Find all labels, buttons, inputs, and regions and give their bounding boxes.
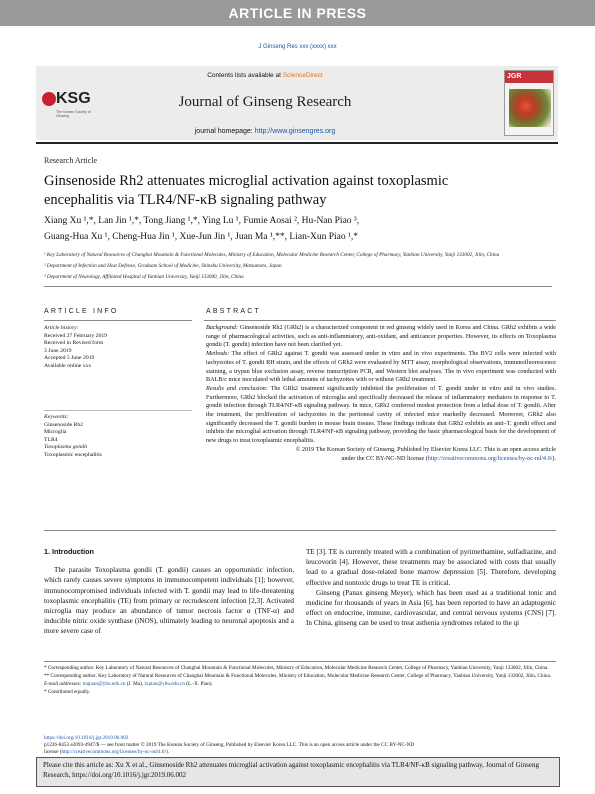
introduction-heading: 1. Introduction [44,547,94,556]
abstract-methods [206,350,556,385]
cite-this-article-box: Please cite this article as: Xu X et al., Ginsenoside Rh2 attenuates microglial activation against toxoplasmic encephalitis via TLR4/NF-κB signaling pathway, Journal of Ginseng Research, https://doi.org/10.1016/j.jgr.2019.06.002 [36,757,560,787]
email-label: E-mail addresses: [44,681,83,687]
methods-label: Methods: [206,350,230,358]
corresponding-author-1: * Corresponding author. Key Laboratory of Natural Resources of Changbai Mountain & Functional Molecules, Ministry of Education, Molecular Medicine Research Center, College of Pharmacy, Yanbian University, Yanji 133002, Jilin, China. [44,665,549,671]
affiliation-1: ¹ Key Laboratory of Natural Resources of Changbai Mountain & Functional Molecules, Ministry of Education, Molecular Medicine Research Center, College of Pharmacy, Yanbian University, Yanji 133002, Jilin, China [44,252,500,258]
footnotes [44,664,556,696]
corresponding-author-2: ** Corresponding author. Key Laboratory of Natural Resources of Changbai Mountain & Functional Molecules, Ministry of Education, Molecular Medicine Research Center, College of Pharmacy, Yanbian University, Yanji 133002, Jilin, China. [44,673,552,679]
contents-available [100,72,430,79]
affiliation-2: ² Department of Infection and Host Defense, Graduate School of Medicine, Shinshu University, Matsumoto, Japan [44,263,282,269]
abstract-heading: ABSTRACT [206,308,261,315]
history-item: 3 June 2019 [44,347,72,354]
title-line-2: encephalitis via TLR4/NF-κB signaling pathway [44,192,327,208]
email-addresses [44,680,556,688]
keyword-item[interactable]: TLR4 [44,436,58,443]
header-rule [44,286,552,287]
body-column-right [306,547,556,629]
doi-block [44,735,556,757]
body-column-left [44,547,294,637]
authors-line-2[interactable]: Guang-Hua Xu ¹, Cheng-Hua Jin ¹, Xue-Jun Jin ¹, Juan Ma ¹,**, Lian-Xun Piao ¹,* [44,232,358,242]
abstract-results [206,385,556,446]
ksg-logo-subtitle: The Korean Society of Ginseng [56,110,91,118]
history-item: Available online xxx [44,362,92,369]
copyright-line-2 [206,455,556,464]
history-item: Accepted 5 June 2019 [44,355,95,362]
results-label: Results and conclusion: [206,384,268,392]
keywords-label: Keywords: [44,414,69,420]
intro-paragraph-2: Ginseng (Panax ginseng Meyer), which has been used as a traditional tonic and medicine for thousands of years in Asia [6], has been reported to have an adaptogenic effect on endocrine, immune, cardiovascular, and central nervous systems (CNS) [7]. In China, ginseng can be used to treat asthenia syndromes related to the qi [306,588,556,628]
ksg-logo-icon [42,92,56,106]
footnote-rule [44,661,556,662]
article-in-press-banner: ARTICLE IN PRESS [0,0,595,26]
intro-paragraph-1: The parasite Toxoplasma gondii (T. gondii) causes an opportunistic infection, which rarely causes severe symptoms in immunocompetent individuals [1]; however, immunocompromised individuals infected with T. gondii may lead to life-threatening toxoplasmic encephalitis (TE) from primary or recrudescent infection [2,3]. Activated microglia may produce an abundance of tumor necrosis factor α (TNF-α) and inducible nitric oxide synthase (iNOS), ultimately leading to neuronal apoptosis and a more severe case of [44,566,294,636]
keyword-item[interactable]: Microglia [44,429,67,436]
journal-title: Journal of Ginseng Research [178,94,352,110]
journal-cover [504,70,554,136]
equal-contribution: * Contributed equally. [44,689,91,695]
ksg-logo [40,84,96,128]
keywords [44,414,194,460]
methods-text: The effect of GRh2 against T. gondii was assessed under in vitro and in vivo experiments. The BV2 cells were infected with tachyzoites of T. gondii RH strain, and the effects of GRh2 were evaluated by MTT assay, morphological observations, immunofluorescence staining, a trypan blue exclusion assay, reverse transcription PCR, and Western blot analyses. The in vivo experiment was conducted with BALB/c mice inoculated with lethal amounts of tachyzoites with or without GRh2 treatment. [206,350,556,384]
journal-citation-line[interactable]: J Ginseng Res xxx (xxxx) xxx [258,44,337,50]
abstract-text [206,324,556,463]
background-label: Background: [206,324,239,331]
homepage-prefix: journal homepage: [194,128,255,135]
abstract-background [206,324,556,350]
cover-image [509,89,551,127]
email-link-2[interactable]: lxpiao@ybu.edu.cn [144,681,185,687]
intro-paragraph-continued: TE [3]. TE is currently treated with a combination of pyrimethamine, sulfadiazine, and leucovorin [4]. However, these treatments may be associated with costs that usually lead to a gradual dose-related bone marrow depression [5]. Therefore, developing effective and nontoxic drugs to treat TE is critical. [306,548,556,587]
license-line-prefix: license ( [44,749,62,756]
title-line-1: Ginsenoside Rh2 attenuates microglial activation against toxoplasmic [44,173,449,189]
keyword-item[interactable]: Toxoplasmic encephalitis [44,451,102,458]
results-text: The GRh2 treatment significantly inhibited the proliferation of T. gondii under in vitro and in vivo studies. Furthermore, GRh2 blocked the activation of microglia and specifically decreased the release of inflammatory mediators in response to T. gondii infection through TLR4/NF-κB signaling pathway. In mice, GRh2 conferred modest protection from a lethal dose of T. gondii. After the treatment, the proliferation of tachyzoites in the peritoneal cavity of infected mice markedly decreased. Moreover, GRh2 also significantly decreased the T. gondii burden in mouse brain tissues. These findings indicate that GRh2 exhibits an anti–T. gondii effect and inhibits the microglial activation through TLR4/NF-κB signaling pathway, providing the basic pharmacological basis for the development of new drugs to treat toxoplasmic encephalitis. [206,384,556,445]
history-label: Article history: [44,325,79,331]
journal-homepage [100,128,430,135]
license-link[interactable]: http://creativecommons.org/licenses/by-nc-nd/4.0/ [427,454,553,462]
copyright-line-1: © 2019 The Korean Society of Ginseng, Published by Elsevier Korea LLC. This is an open access article [295,445,556,453]
history-item: Received in Revised form [44,340,104,347]
sciencedirect-link[interactable]: ScienceDirect [282,72,323,79]
article-info-heading: ARTICLE INFO [44,308,119,315]
masthead-rule [36,142,558,144]
license-prefix: under the CC BY-NC-ND license ( [341,454,428,462]
authors-line-1[interactable]: Xiang Xu ¹,*, Lan Jin ¹,*, Tong Jiang ¹,*, Ying Lu ¹, Fumie Aosai ², Hu-Nan Piao ³, [44,216,360,226]
cover-title: JGR [505,71,554,83]
doi-link[interactable]: https://doi.org/10.1016/j.jgr.2019.06.002 [44,735,129,741]
affiliations [44,250,564,283]
license-line-suffix: ). [165,749,169,756]
author-list [44,213,544,245]
keyword-item[interactable]: Ginsenoside Rh2 [44,421,84,428]
history-item: Received 27 February 2019 [44,332,108,339]
abstract-rule [204,320,556,321]
email-note-2: (L.-X. Piao). [184,681,213,687]
article-info-rule [44,320,192,321]
article-history [44,325,194,371]
homepage-link[interactable]: http://www.ginsengres.org [254,128,336,135]
license-line [44,749,556,756]
affiliation-3: ³ Department of Neurology, Affiliated Hospital of Yanbian University, Yanji 133000, Jilin, China [44,274,244,280]
article-type: Research Article [44,156,98,165]
article-title [44,172,564,210]
license-line-link[interactable]: http://creativecommons.org/licenses/by-nc-nd/4.0/ [61,749,166,756]
keyword-item[interactable]: Toxoplasma gondii [44,444,88,451]
keywords-rule [44,410,192,411]
abstract-bottom-rule [44,530,556,531]
contents-prefix: Contents lists available at [207,72,283,79]
email-link-1[interactable]: majuan@ybu.edu.cn [82,681,126,687]
front-matter-line: p1226-8453 e2093-4947/$ — see front matter © 2019 The Korean Society of Ginseng, Published by Elsevier Korea LLC. This is an open access article under the CC BY-NC-ND [44,742,415,749]
ksg-logo-text: KSG [56,90,91,107]
email-note-1: (J. Ma), [125,681,145,687]
license-suffix: ). [552,454,556,462]
background-text: Ginsenoside Rh2 (GRh2) is a characterized component in red ginseng widely used in Korea and China. GRh2 exhibits a wide range of pharmacological activities, such as anti-inflammatory, anti-oxidant, and anticancer properties. However, its effects on Toxoplasma gondii (T. gondii) infection have not been clarified yet. [206,324,556,349]
